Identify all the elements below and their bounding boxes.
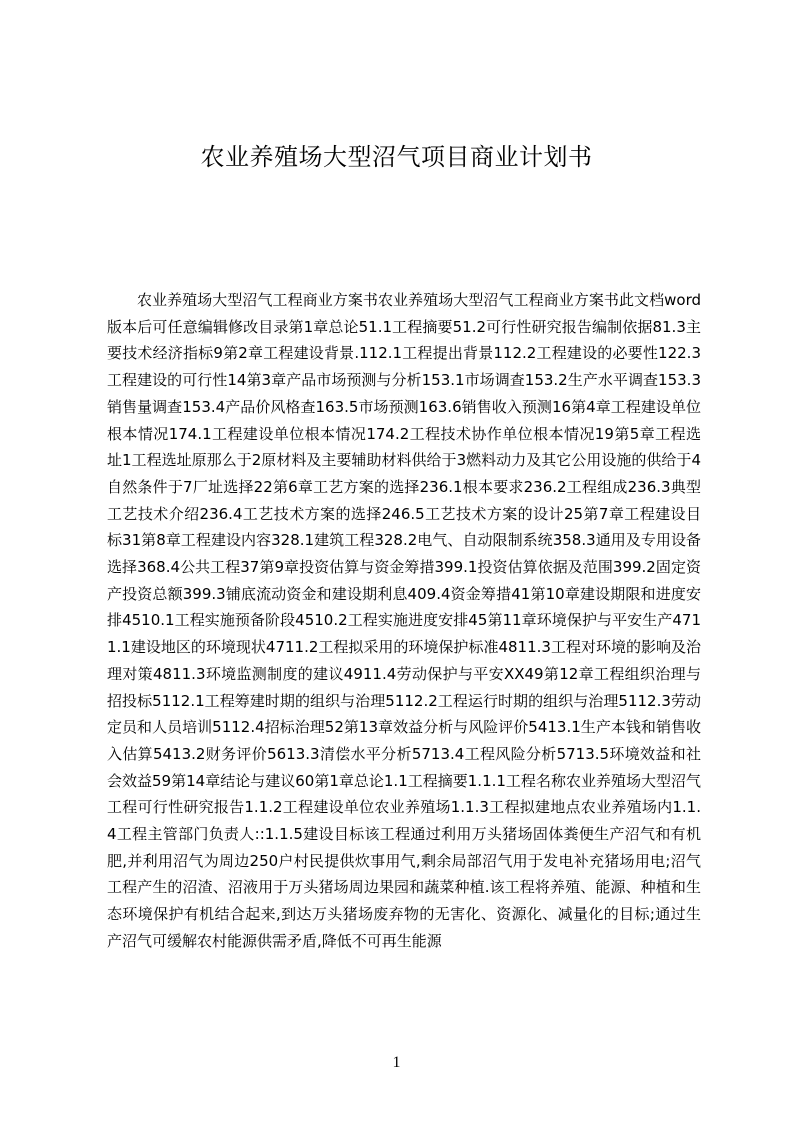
page-number: 1 [392,1054,401,1071]
body-paragraph: 农业养殖场大型沼气工程商业方案书农业养殖场大型沼气工程商业方案书此文档word版本后可任意编辑修改目录第1章总论51.1工程摘要51.2可行性研究报告编制依据81.3主要技术经济指标9第2章工程建设背景.112.1工程提出背景112.2工程建设的必要性122.3工程建设的可行性14第3章产品市场预测与分析153.1市场调查153.2生产水平调查153.3销售量调查153.4产品价风格查163.5市场预测163.6销售收入预测16第4章工程建设单位根本情况174.1工程建设单位根本情况174.2工程技术协作单位根本情况19第5章工程选址1工程选址原那么于2原材料及主要辅助材料供给于3燃料动力及其它公用设施的供给于4自然条件于7厂址选择22第6章工艺方案的选择236.1根本要求236.2工程组成236.3典型工艺技术介绍236.4工艺技术方案的选择246.5工艺技术方案的设计25第7章工程建设目标31第8章工程建设内容328.1建筑工程328.2电气、自动限制系统358.3通用及专用设备选择368.4公共工程37第9章投资估算与资金筹措399.1投资估算依据及范围399.2固定资产投资总额399.3铺底流动资金和建设期利息409.4资金筹措41第10章建设期限和进度安排4510.1工程实施预备阶段4510.2工程实施进度安排45第11章环境保护与平安生产4711.1建设地区的环境现状4711.2工程拟采用的环境保护标准4811.3工程对环境的影响及治理对策4811.3环境监测制度的建议4911.4劳动保护与平安XX49第12章工程组织治理与招投标5112.1工程筹建时期的组织与治理5112.2工程运行时期的组织与治理5112.3劳动定员和人员培训5112.4招标治理52第13章效益分析与风险评价5413.1生产本钱和销售收入估算5413.2财务评价5613.3清偿水平分析5713.4工程风险分析5713.5环境效益和社会效益59第14章结论与建议60第1章总论1.1工程摘要1.1.1工程名称农业养殖场大型沼气工程可行性研究报告1.1.2工程建设单位农业养殖场1.1.3工程拟建地点农业养殖场内1.1.4工程主管部门负责人::1.1.5建设目标该工程通过利用万头猪场固体粪便生产沼气和有机肥,并利用沼气为周边250户村民提供炊事用气,剩余局部沼气用于发电补充猪场用电;沼气工程产生的沼渣、沼液用于万头猪场周边果园和蔬菜种植.该工程将养殖、能源、种植和生态环境保护有机结合起来,到达万头猪场废弃物的无害化、资源化、减量化的目标;通过生产沼气可缓解农村能源供需矛盾,降低不可再生能源 [107,291,701,950]
document-title: 农业养殖场大型沼气项目商业计划书 [200,143,593,171]
